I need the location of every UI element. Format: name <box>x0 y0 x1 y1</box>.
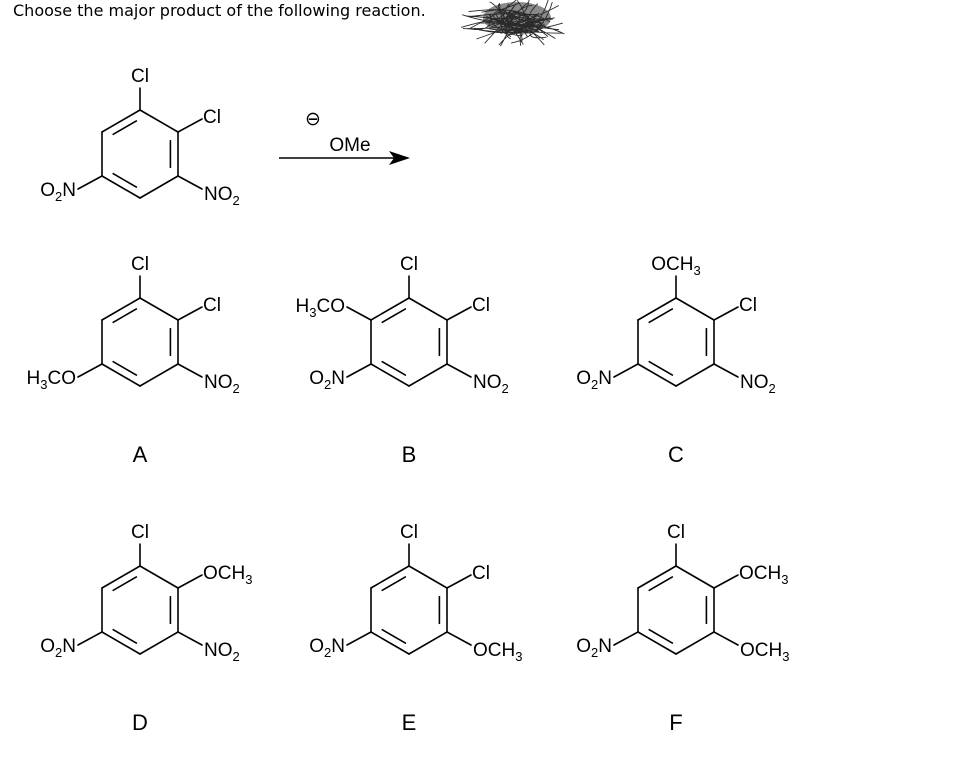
substituent-upper-left: $H_3CO$ <box>295 296 345 320</box>
substituent-upper-right: $OCH_3$ <box>203 563 253 587</box>
starting-material-structure <box>40 66 239 208</box>
ring-bond <box>371 364 409 386</box>
option-letter: F <box>669 710 683 735</box>
substituent-upper-right: Cl <box>472 563 490 584</box>
substituent-bond <box>178 364 202 377</box>
substituent-lower-right: $NO_2$ <box>204 184 240 208</box>
substituent-bond <box>714 632 738 645</box>
ring-bond <box>102 566 140 588</box>
ring-bond <box>638 632 676 654</box>
ring-bond <box>140 298 178 320</box>
substituent-top: Cl <box>131 522 149 543</box>
substituent-upper-right: Cl <box>203 107 221 128</box>
substituent-bond <box>714 575 738 588</box>
substituent-bond <box>78 632 102 645</box>
ring-bond <box>371 632 409 654</box>
option-letter: E <box>401 710 417 735</box>
substituent-bond <box>347 364 371 377</box>
substituent-bond <box>78 176 102 189</box>
substituent-lower-left: $O_2N$ <box>40 636 76 660</box>
option-letter: B <box>401 442 417 467</box>
ring-bond <box>102 298 140 320</box>
substituent-lower-left: $O_2N$ <box>576 636 612 660</box>
substituent-lower-left: $O_2N$ <box>309 368 345 392</box>
substituent-bond <box>178 575 202 588</box>
ring-bond <box>409 298 447 320</box>
ring-bond <box>676 364 714 386</box>
substituent-top: Cl <box>667 522 685 543</box>
ring-bond <box>102 176 140 198</box>
substituent-lower-right: $OCH_3$ <box>740 640 790 664</box>
question-text: Choose the major product of the following reaction. <box>13 1 426 20</box>
substituent-bond <box>78 364 102 377</box>
substituent-top: Cl <box>131 254 149 275</box>
ring-bond <box>409 632 447 654</box>
ring-bond <box>102 110 140 132</box>
ring-bond <box>371 298 409 320</box>
substituent-upper-right: Cl <box>203 295 221 316</box>
substituent-bond <box>347 307 371 320</box>
ring-bond <box>140 632 178 654</box>
option-a[interactable] <box>27 254 240 467</box>
substituent-bond <box>178 307 202 320</box>
substituent-top: $OCH_3$ <box>651 254 701 278</box>
substituent-lower-right: $NO_2$ <box>204 372 240 396</box>
ring-bond <box>638 566 676 588</box>
ring-bond <box>140 364 178 386</box>
option-letter: A <box>132 442 148 467</box>
ring-bond <box>409 364 447 386</box>
substituent-bond <box>178 632 202 645</box>
substituent-lower-left: $O_2N$ <box>576 368 612 392</box>
ring-bond <box>676 566 714 588</box>
substituent-bond <box>614 364 638 377</box>
substituent-lower-right: $OCH_3$ <box>473 640 523 664</box>
substituent-lower-left: $O_2N$ <box>40 180 76 204</box>
option-c[interactable] <box>576 254 775 467</box>
substituent-bond <box>178 176 202 189</box>
option-letter: C <box>668 442 684 467</box>
ring-bond <box>638 298 676 320</box>
option-f[interactable] <box>576 522 789 735</box>
substituent-bond <box>447 307 471 320</box>
substituent-upper-right: $OCH_3$ <box>739 563 789 587</box>
ring-bond <box>140 110 178 132</box>
substituent-top: Cl <box>400 254 418 275</box>
substituent-upper-right: Cl <box>739 295 757 316</box>
negative-charge-icon: ⊖ <box>305 109 321 130</box>
ring-bond <box>409 566 447 588</box>
scribble-core <box>483 2 551 34</box>
ring-bond <box>676 632 714 654</box>
substituent-bond <box>347 632 371 645</box>
substituent-bond <box>447 632 471 645</box>
substituent-bond <box>447 575 471 588</box>
substituent-bond <box>714 307 738 320</box>
substituent-bond <box>714 364 738 377</box>
ring-bond <box>676 298 714 320</box>
reaction-arrow <box>279 109 410 165</box>
ring-bond <box>371 566 409 588</box>
ring-bond <box>102 632 140 654</box>
answer-options <box>27 254 790 735</box>
substituent-lower-right: $NO_2$ <box>740 372 776 396</box>
ring-bond <box>638 364 676 386</box>
substituent-top: Cl <box>400 522 418 543</box>
option-b[interactable] <box>296 254 509 467</box>
substituent-top: Cl <box>131 66 149 87</box>
substituent-upper-right: Cl <box>472 295 490 316</box>
substituent-lower-left: $O_2N$ <box>309 636 345 660</box>
option-letter: D <box>132 710 148 735</box>
ring-bond <box>140 566 178 588</box>
substituent-lower-left: $H_3CO$ <box>26 368 76 392</box>
reagent-label: OMe <box>329 135 371 156</box>
substituent-bond <box>614 632 638 645</box>
option-e[interactable] <box>309 522 522 735</box>
substituent-lower-right: $NO_2$ <box>204 640 240 664</box>
substituent-lower-right: $NO_2$ <box>473 372 509 396</box>
ring-bond <box>102 364 140 386</box>
substituent-bond <box>178 119 202 132</box>
option-d[interactable] <box>40 522 252 735</box>
substituent-bond <box>447 364 471 377</box>
ring-bond <box>140 176 178 198</box>
scribble-redaction-mark <box>461 0 564 46</box>
